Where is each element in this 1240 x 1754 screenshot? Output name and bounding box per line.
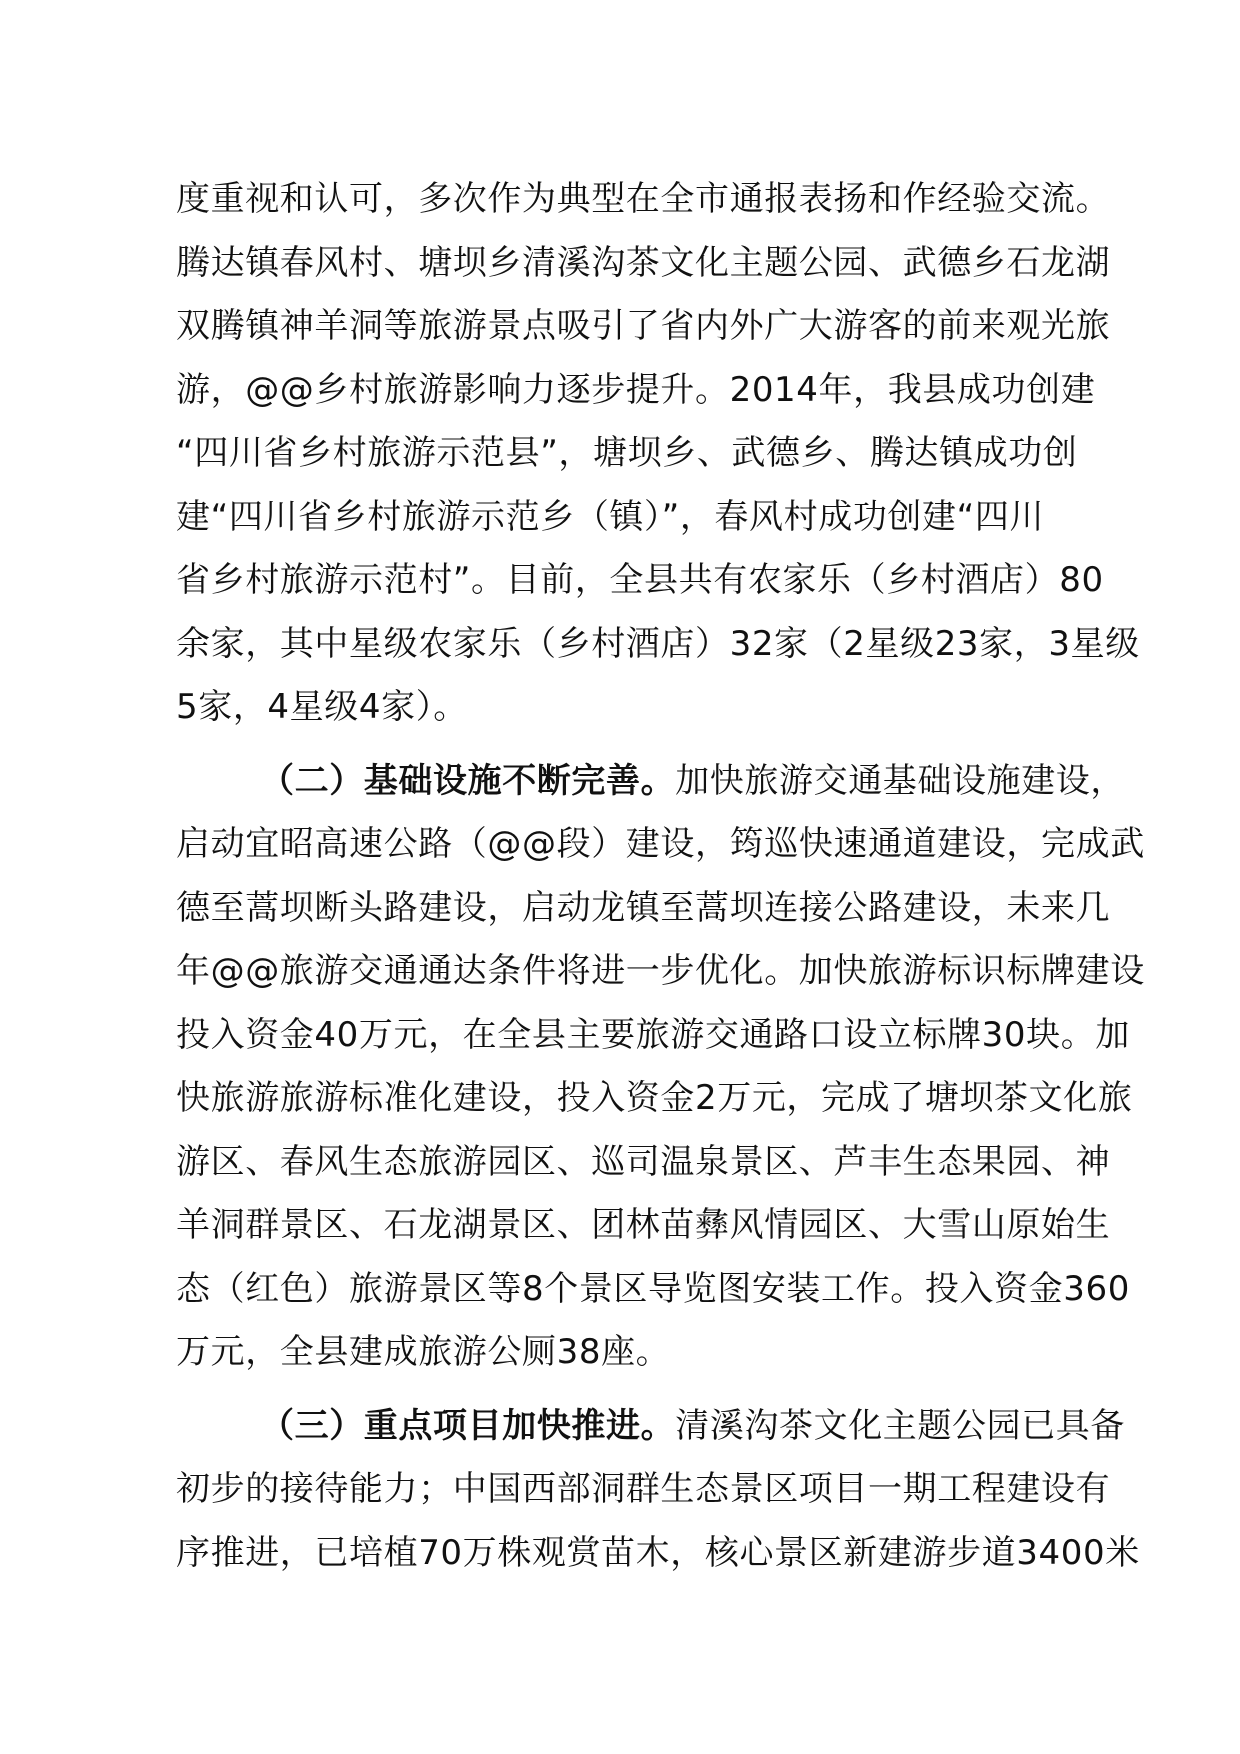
text-line: 省乡村旅游示范村”。目前，全县共有农家乐（乡村酒店）80 (176, 560, 1104, 600)
text-line: 序推进，已培植70万株观赏苗木，核心景区新建游步道3400米 (176, 1532, 1140, 1573)
text-line: 游，@@乡村旅游影响力逐步提升。2014年，我县成功创建 (176, 369, 1096, 410)
text-line: 建“四川省乡村旅游示范乡（镇）”，春风村成功创建“四川 (176, 496, 1045, 537)
text-line: 态（红色）旅游景区等8个景区导览图安装工作。投入资金360 (176, 1268, 1130, 1309)
section-first-line (176, 1395, 1126, 1459)
section-first-line-text: 加快旅游交通基础设施建设， (675, 760, 1126, 801)
text-line: 度重视和认可，多次作为典型在全市通报表扬和作经验交流。 (176, 179, 1111, 219)
document-body (176, 168, 1145, 1585)
section-first-line (176, 750, 1126, 814)
text-line: 投入资金40万元，在全县主要旅游交通路口设立标牌30块。加 (176, 1014, 1130, 1055)
text-line: 腾达镇春风村、塘坝乡清溪沟茶文化主题公园、武德乡石龙湖 (176, 242, 1111, 283)
text-line: 德至蒿坝断头路建设，启动龙镇至蒿坝连接公路建设，未来几 (176, 887, 1111, 928)
section-heading: （三）重点项目加快推进。 (260, 1405, 676, 1446)
paragraph-rural-tourism (176, 168, 1140, 740)
paragraph-key-projects (176, 1395, 1140, 1586)
text-line: 初步的接待能力；中国西部洞群生态景区项目一期工程建设有 (176, 1469, 1111, 1509)
text-line: 双腾镇神羊洞等旅游景点吸引了省内外广大游客的前来观光旅 (176, 306, 1111, 346)
text-line: 5家，4星级4家）。 (176, 687, 468, 727)
section-heading: （二）基础设施不断完善。 (260, 760, 676, 801)
text-line: 年@@旅游交通通达条件将进一步优化。加快旅游标识标牌建设 (176, 951, 1145, 991)
section-first-line-text: 清溪沟茶文化主题公园已具备 (675, 1405, 1126, 1446)
text-line: 启动宜昭高速公路（@@段）建设，筠巡快速通道建设，完成武 (176, 824, 1145, 864)
text-line: 万元，全县建成旅游公厕38座。 (176, 1332, 671, 1372)
paragraph-infrastructure (176, 750, 1145, 1385)
text-line: 余家，其中星级农家乐（乡村酒店）32家（2星级23家，3星级 (176, 623, 1140, 664)
text-line: “四川省乡村旅游示范县”，塘坝乡、武德乡、腾达镇成功创 (176, 433, 1078, 473)
text-line: 游区、春风生态旅游园区、巡司温泉景区、芦丰生态果园、神 (176, 1141, 1111, 1182)
text-line: 快旅游旅游标准化建设，投入资金2万元，完成了塘坝茶文化旅 (176, 1078, 1133, 1118)
text-line: 羊洞群景区、石龙湖景区、团林苗彝风情园区、大雪山原始生 (176, 1205, 1111, 1245)
